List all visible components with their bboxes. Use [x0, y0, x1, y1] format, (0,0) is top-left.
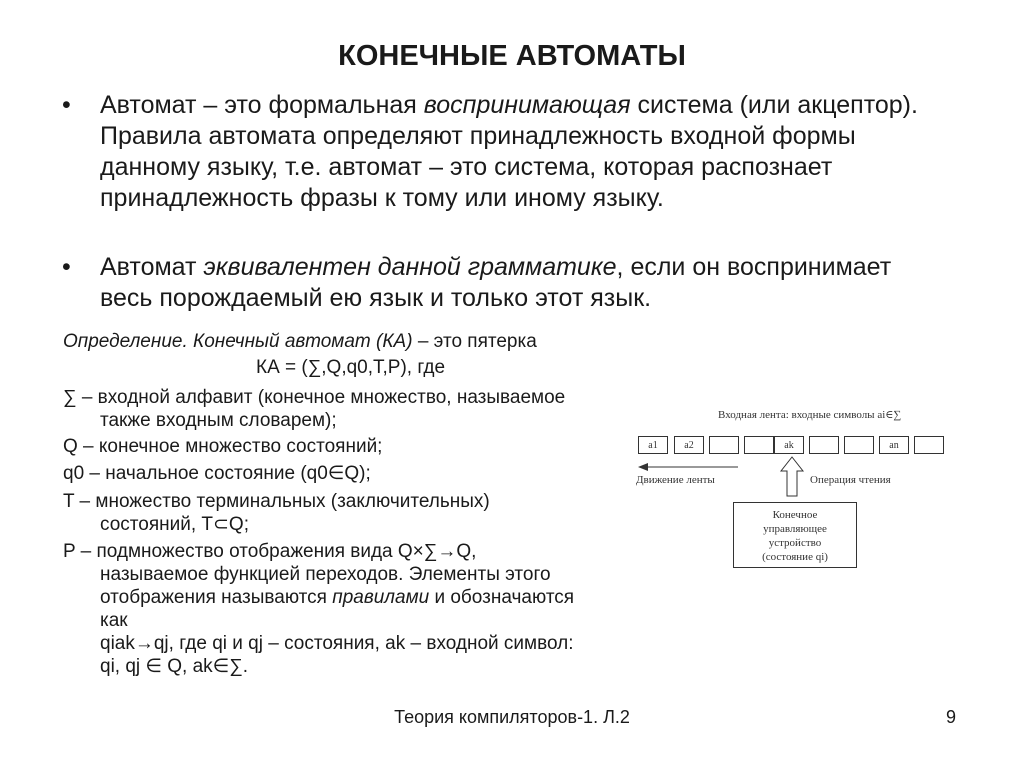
definition-sigma: ∑ – входной алфавит (конечное множество, называемое также входным словарем);: [63, 387, 566, 431]
read-operation-arrow: [781, 457, 803, 496]
bullet-text: Автомат – это формальная воспринимающая система (или акцептор). Правила автомата определяют принадлежность входной формы данному языку, т.е. автомат – это система, которая распознает принадлежность фразы к тому или иному языку.: [100, 91, 918, 212]
bullet-acceptor: [62, 90, 930, 214]
slide-title: КОНЕЧНЫЕ АВТОМАТЫ: [338, 40, 686, 72]
control-unit-box: Конечное управляющее устройство (состояние qi): [733, 502, 857, 568]
footer-course: Теория компиляторов-1. Л.2: [394, 707, 630, 727]
definition-tuple: КА = (∑,Q,q0,T,P), где: [256, 357, 446, 378]
definition-intro: Определение. Конечный автомат (КА) – это пятерка: [63, 331, 537, 352]
tape-cell: an: [879, 436, 909, 454]
definition-q: Q – конечное множество состояний;: [63, 436, 383, 457]
tape-movement-label: Движение ленты: [636, 474, 715, 486]
tape-caption: Входная лента: входные символы ai∈∑: [718, 409, 902, 421]
tape-cell: a1: [638, 436, 668, 454]
bullet-marker: •: [62, 253, 71, 281]
bullet-marker: •: [62, 91, 71, 119]
tape-cell: a2: [674, 436, 704, 454]
bullet-text: Автомат эквивалентен данной грамматике, если он воспринимает весь порождаемый ею язык и только этот язык.: [100, 253, 892, 312]
page-number: 9: [946, 707, 957, 727]
definition-rule: qiak→qj, где qi и qj – состояния, ak – входной символ: qi, qj ∈ Q, ak∈∑.: [100, 633, 574, 677]
automaton-diagram: [630, 400, 990, 580]
bullet-equivalence: [62, 252, 930, 314]
definition-p: P – подмножество отображения вида Q×∑→Q, называемое функцией переходов. Элементы этого отображения называются правилами и обозначаются как: [63, 541, 575, 631]
tape-cell: ak: [774, 436, 804, 454]
tape-movement-arrowhead: [638, 463, 648, 471]
definition-t: T – множество терминальных (заключительных) состояний, T⊂Q;: [63, 491, 490, 535]
definition-q0: q0 – начальное состояние (q0∈Q);: [63, 463, 371, 484]
read-operation-label: Операция чтения: [810, 474, 891, 486]
